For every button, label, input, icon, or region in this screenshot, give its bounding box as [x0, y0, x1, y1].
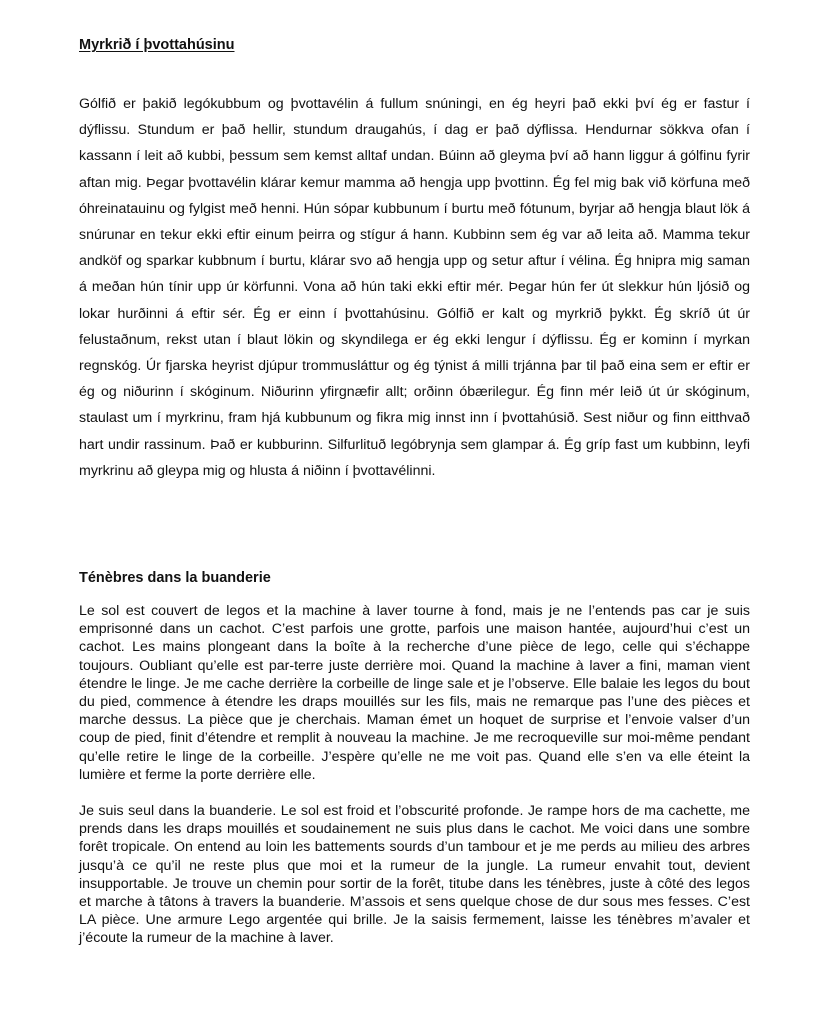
french-paragraph-1: Le sol est couvert de legos et la machine à laver tourne à fond, mais je ne l’entends pas car je suis emprisonné dans un cachot. C’est parfois une grotte, parfois une maison hantée, aujourd’hui c’est un cachot. Les mains plongeant dans la boîte à la recherche d’une pièce de lego, celle qui s’échappe toujours. Oubliant qu’elle est par-terre juste derrière moi. Quand la machine à laver a fini, maman vient étendre le linge. Je me cache derrière la corbeille de linge sale et je l’observe. Elle balaie les legos du bout du pied, commence à étendre les draps mouillés sur les fils, mais ne remarque pas l’une des pièces et marche dessus. La pièce que je cherchais. Maman émet un hoquet de surprise et l’envoie valser d’un coup de pied, finit d’étendre et remplit à nouveau la machine. Je me recroqueville sur moi-même pendant qu’elle retire le linge de la corbeille. J’espère qu’elle ne me voit pas. Quand elle s’en va elle éteint la lumière et ferme la porte derrière elle. — [79, 603, 750, 783]
icelandic-paragraph: Gólfið er þakið legókubbum og þvottavélin á fullum snúningi, en ég heyri það ekki því ég er fastur í dýflissu. Stundum er það hellir, stundum draugahús, í dag er það dýflissa. Hendurnar sökkva ofan í kassann í leit að kubbi, þessum sem kemst alltaf undan. Búinn að gleyma því að hann liggur á gólfinu fyrir aftan mig. Þegar þvottavélin klárar kemur mamma að hengja upp þvottinn. Ég fel mig bak við körfuna með óhreinatauinu og fylgist með henni. Hún sópar kubbunum í burtu með fótunum, byrjar að hengja blaut lök á snúrunar en tekur ekki eftir einum þeirra og stígur á hann. Kubbinn sem ég var að leita að. Mamma tekur andköf og sparkar kubbnum í burtu, klárar svo að hengja upp og setur aftur í vélina. Ég hnipra mig saman á meðan hún tínir upp úr körfunni. Vona að hún taki ekki eftir mér. Þegar hún fer út slekkur hún ljósið og lokar hurðinni á eftir sér. Ég er einn í þvottahúsinu. Gólfið er kalt og myrkrið þykkt. Ég skríð út úr felustaðnum, rekst utan í blaut lökin og skyndilega er ég ekki lengur í dýflissu. Ég er kominn í myrkan regnskóg. Úr fjarska heyrist djúpur trommusláttur og ég týnist á milli trjánna þar til það eina sem er eftir er ég og niðurinn í skóginum. Niðurinn yfirgnæfir allt; orðinn óbærilegur. Ég finn mér leið út úr skóginum, staulast um í myrkrinu, fram hjá kubbunum og fikra mig innst inn í þvottahúsið. Sest niður og finn eitthvað hart undir rassinum. Það er kubburinn. Silfurlituð legóbrynja sem glampar á. Ég gríp fast um kubbinn, leyfi myrkrinu að gleypa mig og hlusta á niðinn í þvottavélinni. — [79, 96, 750, 479]
french-paragraph-2: Je suis seul dans la buanderie. Le sol est froid et l’obscurité profonde. Je rampe hors de ma cachette, me prends dans les draps mouillés et soudainement ne suis plus dans le cachot. Me voici dans une sombre forêt tropicale. On entend au loin les battements sourds d’un tambour et je me perds au milieu des arbres jusqu’à ce qu’il ne reste plus que moi et la rumeur de la jungle. La rumeur envahit tout, devient insupportable. Je trouve un chemin pour sortir de la forêt, titube dans les ténèbres, juste à côté des legos et marche à tâtons à travers la buanderie. M’assois et sens quelque chose de dur sous mes fesses. C’est LA pièce. Une armure Lego argentée qui brille. Je la saisis fermement, laisse les ténèbres m’avaler et j’écoute la rumeur de la machine à laver. — [79, 803, 750, 947]
icelandic-title: Myrkrið í þvottahúsinu — [79, 37, 235, 53]
french-title: Ténèbres dans la buanderie — [79, 570, 271, 586]
icelandic-section — [79, 36, 750, 484]
french-section — [79, 569, 750, 948]
